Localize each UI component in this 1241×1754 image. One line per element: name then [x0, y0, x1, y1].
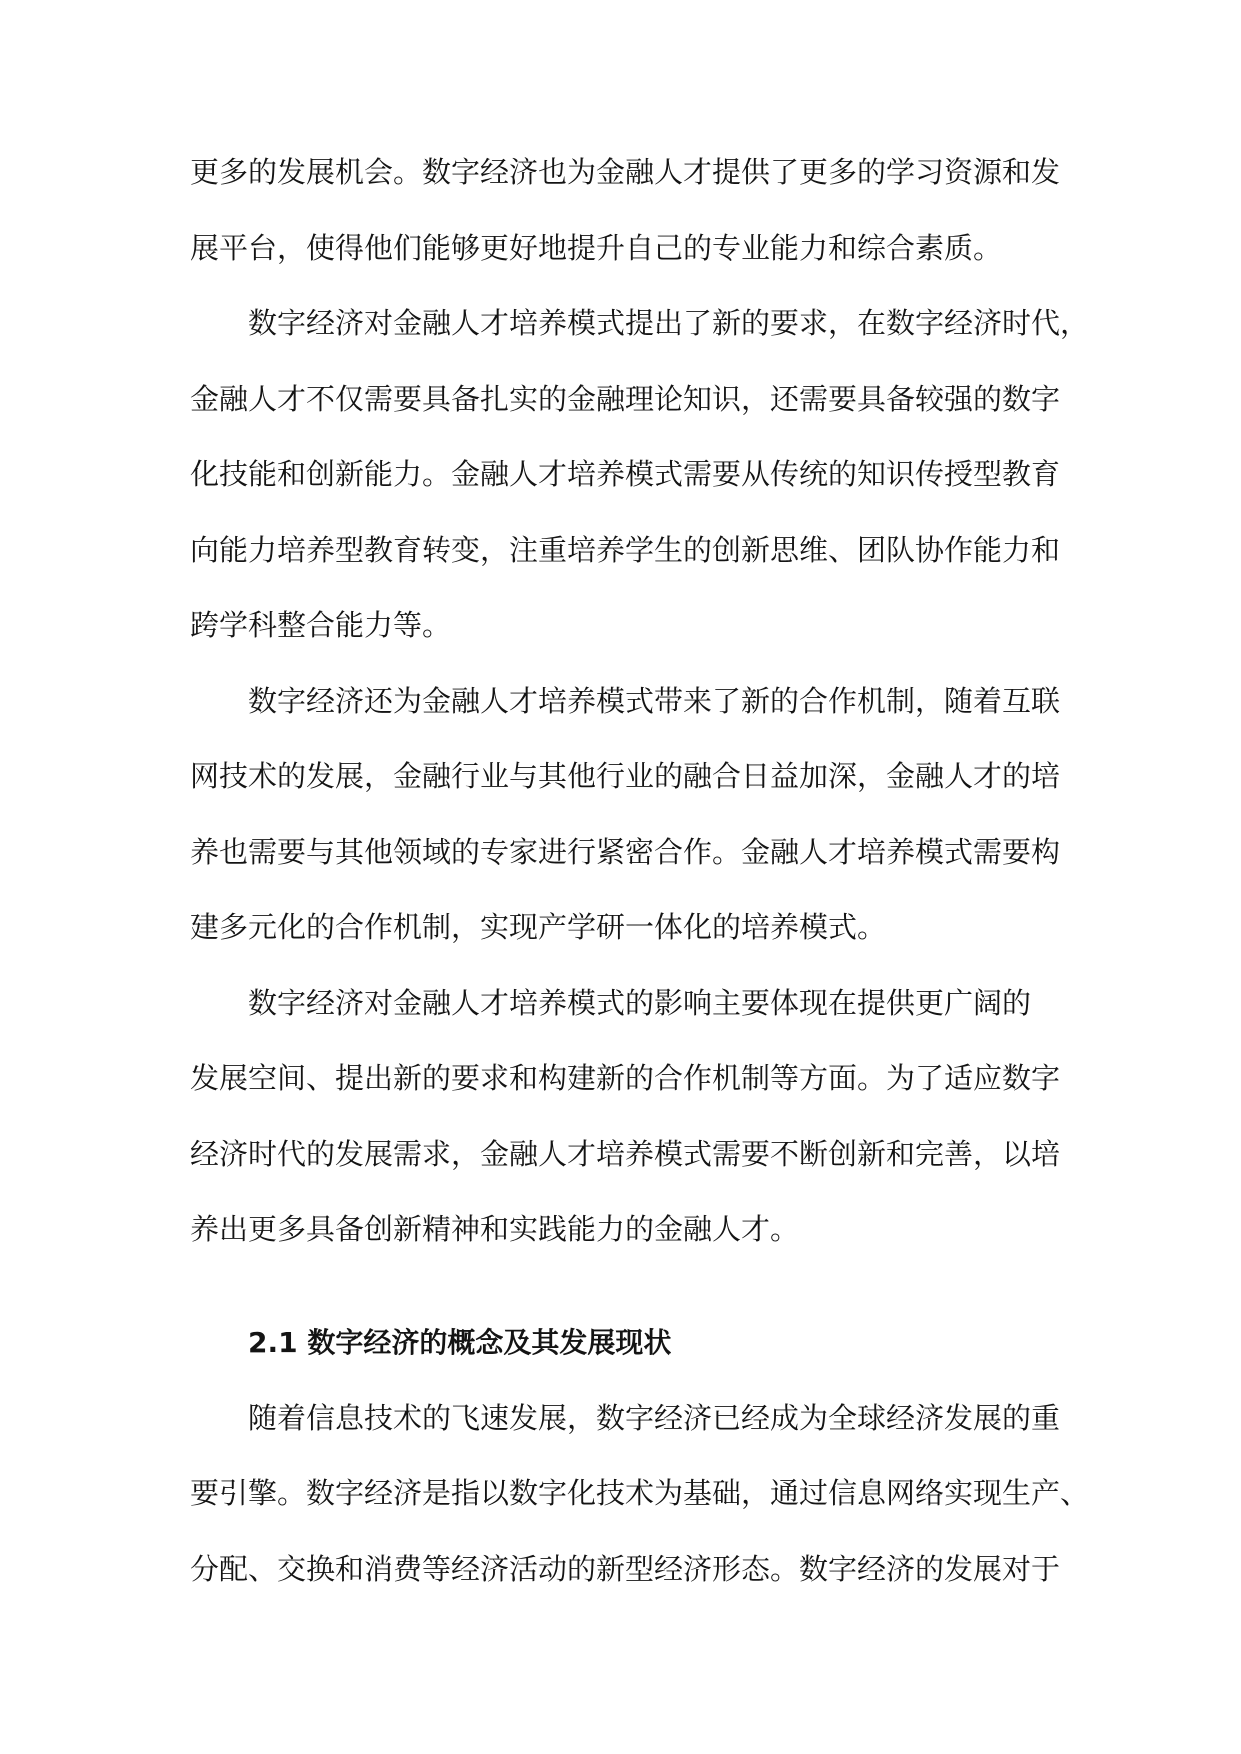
text-line: 数字经济还为金融人才培养模式带来了新的合作机制，随着互联 — [248, 683, 1061, 718]
text-line: 数字经济对金融人才培养模式提出了新的要求，在数字经济时代， — [248, 306, 1090, 340]
paragraph-continued — [190, 142, 1060, 293]
document-body — [190, 142, 1090, 1614]
section-heading: 2.1 数字经济的概念及其发展现状 — [248, 1325, 672, 1359]
text-line: 分配、交换和消费等经济活动的新型经济形态。数字经济的发展对于 — [190, 1551, 1061, 1586]
text-line: 化技能和创新能力。金融人才培养模式需要从传统的知识传授型教育 — [190, 457, 1061, 491]
text-line: 展平台，使得他们能够更好地提升自己的专业能力和综合素质。 — [190, 230, 1003, 265]
text-line: 跨学科整合能力等。 — [190, 608, 452, 642]
text-line: 要引擎。数字经济是指以数字化技术为基础，通过信息网络实现生产、 — [190, 1476, 1090, 1510]
text-line: 更多的发展机会。数字经济也为金融人才提供了更多的学习资源和发 — [190, 155, 1061, 189]
text-line: 经济时代的发展需求，金融人才培养模式需要不断创新和完善，以培 — [190, 1136, 1061, 1171]
paragraph-section-intro — [190, 1388, 1090, 1615]
text-line: 建多元化的合作机制，实现产学研一体化的培养模式。 — [190, 910, 887, 944]
text-line: 网技术的发展，金融行业与其他行业的融合日益加深，金融人才的培 — [190, 759, 1061, 793]
paragraph-summary — [190, 973, 1060, 1275]
text-line: 养也需要与其他领域的专家进行紧密合作。金融人才培养模式需要构 — [190, 834, 1061, 869]
text-line: 随着信息技术的飞速发展，数字经济已经成为全球经济发展的重 — [248, 1400, 1061, 1435]
text-line: 金融人才不仅需要具备扎实的金融理论知识，还需要具备较强的数字 — [190, 381, 1061, 416]
text-line: 向能力培养型教育转变，注重培养学生的创新思维、团队协作能力和 — [190, 532, 1061, 567]
text-line: 数字经济对金融人才培养模式的影响主要体现在提供更广阔的 — [248, 985, 1032, 1020]
text-line: 养出更多具备创新精神和实践能力的金融人才。 — [190, 1212, 800, 1246]
paragraph-cooperation — [190, 671, 1060, 973]
paragraph-new-requirements — [190, 293, 1090, 671]
text-line: 发展空间、提出新的要求和构建新的合作机制等方面。为了适应数字 — [190, 1061, 1061, 1095]
